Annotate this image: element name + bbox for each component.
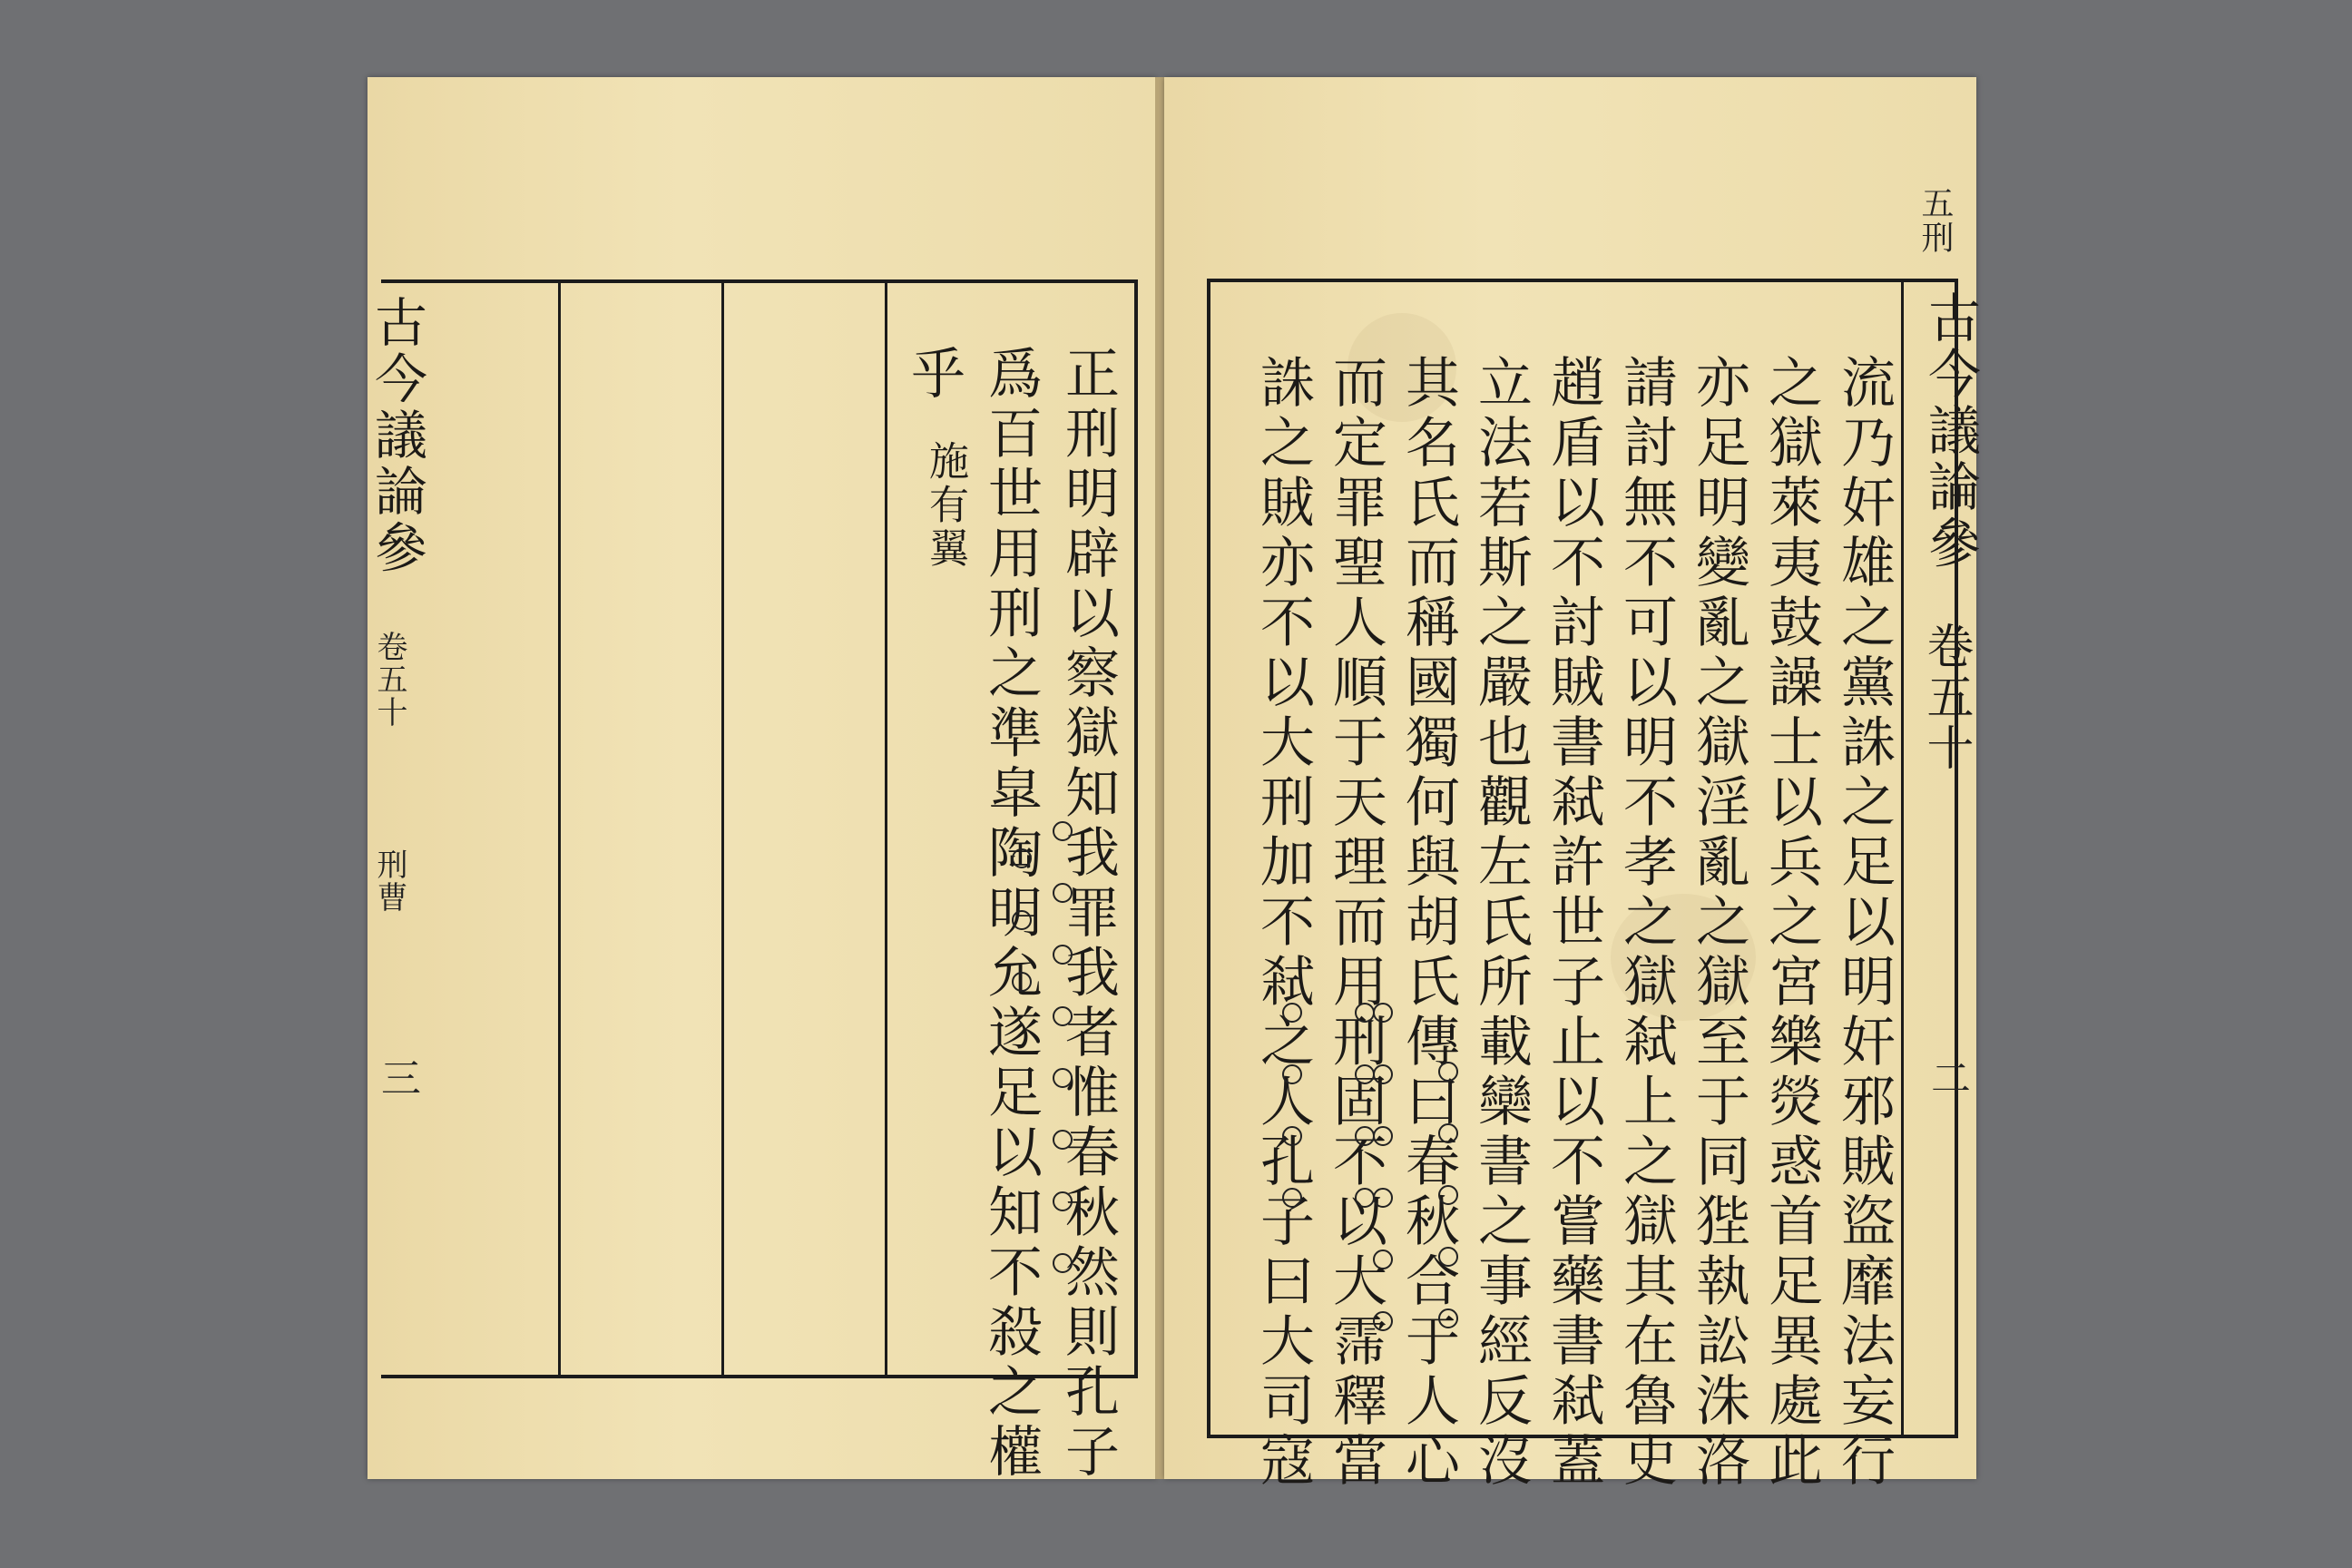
- right-text-column-4: 請討無不可以明不孝之獄弒上之獄其在魯史: [1614, 354, 1678, 1492]
- top-section-label: 五刑: [1916, 186, 1954, 255]
- emphasis-circle: [1355, 1003, 1375, 1023]
- emphasis-circle: [1053, 821, 1073, 841]
- left-header-volume: 卷五十: [371, 631, 407, 729]
- column-rule: [885, 279, 887, 1375]
- emphasis-circle: [1053, 883, 1073, 903]
- emphasis-circle: [1053, 1191, 1073, 1211]
- emphasis-circle: [1282, 1064, 1302, 1084]
- right-text-column-2: 之獄萊夷鼓譟士以兵之宮樂熒惑首足異處此: [1759, 354, 1823, 1492]
- emphasis-circle: [1053, 1068, 1073, 1088]
- emphasis-circle: [1053, 945, 1073, 965]
- right-text-column-6: 立法若斯之嚴也觀左氏所載欒書之事經反沒: [1469, 354, 1533, 1492]
- emphasis-circle: [1438, 1123, 1458, 1143]
- emphasis-circle: [1012, 910, 1032, 930]
- right-header-title: 古今議論參: [1919, 290, 1981, 572]
- right-text-column-1: 流乃奸雄之黨誅之足以明奸邪賊盜靡法妄行: [1832, 354, 1896, 1492]
- column-rule: [721, 279, 724, 1375]
- emphasis-circle: [1053, 1130, 1073, 1150]
- left-header-section: 刑曹: [371, 848, 407, 914]
- emphasis-circle: [1012, 972, 1032, 992]
- left-text-column-1: 正刑明辟以察獄知我罪我者惟春秋然則孔子: [1056, 345, 1120, 1483]
- emphasis-circle: [1438, 1185, 1458, 1205]
- left-note-author: 施有翼: [922, 440, 968, 571]
- right-text-column-3: 亦足明變亂之獄淫亂之獄至于同狴執訟洙洛: [1687, 354, 1750, 1492]
- emphasis-circle: [1053, 1006, 1073, 1026]
- emphasis-circle: [1355, 1188, 1375, 1208]
- emphasis-circle: [1373, 1311, 1393, 1331]
- emphasis-circle: [1373, 1003, 1393, 1023]
- emphasis-circle: [1373, 1250, 1393, 1269]
- right-folio-number: 二: [1924, 1057, 1970, 1099]
- emphasis-circle: [1053, 1253, 1073, 1273]
- emphasis-circle: [1355, 1064, 1375, 1084]
- emphasis-circle: [1282, 1003, 1302, 1023]
- left-header-title: 古今議論參: [366, 295, 427, 576]
- open-book: [358, 77, 1987, 1493]
- right-text-column-7: 其名氏而稱國獨何與胡氏傳曰春秋合于人心: [1396, 354, 1460, 1492]
- emphasis-circle: [1282, 1126, 1302, 1146]
- emphasis-circle: [1355, 1126, 1375, 1146]
- emphasis-circle: [1373, 1064, 1393, 1084]
- emphasis-circle: [1438, 1062, 1458, 1082]
- emphasis-circle: [1438, 1308, 1458, 1328]
- emphasis-circle: [1012, 848, 1032, 868]
- left-folio-number: 三: [374, 1057, 420, 1099]
- right-text-column-8: 而定罪聖人順于天理而用刑固不以大霈釋當: [1324, 354, 1387, 1492]
- emphasis-circle: [1373, 1188, 1393, 1208]
- right-header-volume: 卷五十: [1918, 622, 1973, 774]
- right-text-column-5: 趙盾以不討賊書弒許世子止以不嘗藥書弒蓋: [1542, 354, 1605, 1492]
- header-column-rule: [1901, 279, 1904, 1435]
- column-rule: [558, 279, 561, 1375]
- emphasis-circle: [1373, 1126, 1393, 1146]
- left-text-column-2: 爲百世用刑之準皐陶明允遂足以知不殺之權: [979, 345, 1043, 1483]
- emphasis-circle: [1282, 1188, 1302, 1208]
- emphasis-circle: [1438, 1247, 1458, 1267]
- left-text-column-3: 乎: [902, 345, 965, 405]
- right-text-column-9: 誅之賊亦不以大刑加不弒之人孔子曰大司寇: [1251, 354, 1315, 1492]
